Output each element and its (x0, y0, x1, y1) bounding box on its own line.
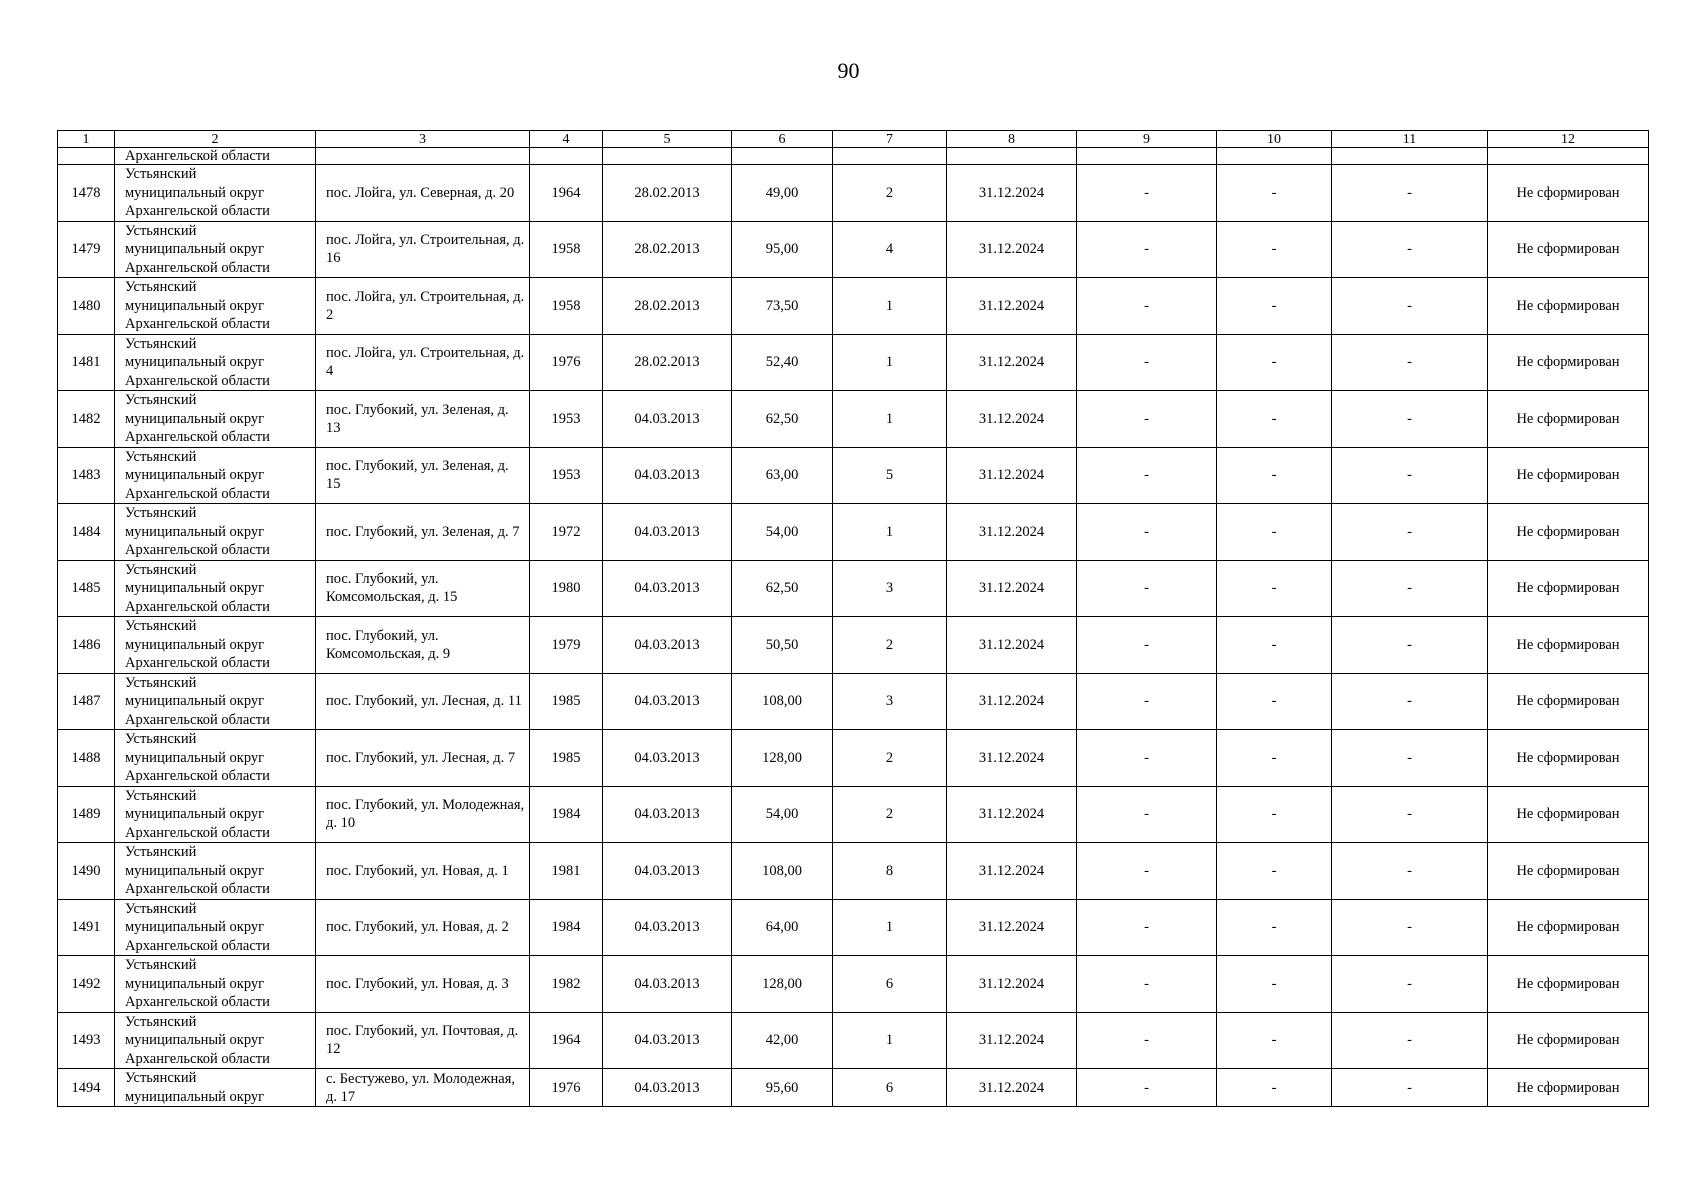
area-cell: 95,60 (732, 1069, 833, 1107)
column-number: 2 (115, 131, 316, 148)
column-9-cell: - (1077, 165, 1217, 222)
column-number: 7 (833, 131, 947, 148)
residents-count-cell: 1 (833, 504, 947, 561)
column-9-cell: - (1077, 786, 1217, 843)
area-cell: 95,00 (732, 221, 833, 278)
column-9-cell: - (1077, 617, 1217, 674)
column-10-cell: - (1217, 1012, 1332, 1069)
municipality-line: муниципальный округ (125, 975, 265, 992)
column-11-cell: - (1332, 1012, 1488, 1069)
column-number: 5 (603, 131, 732, 148)
recognition-date-cell: 04.03.2013 (603, 617, 732, 674)
column-9-cell: - (1077, 899, 1217, 956)
address-cell: пос. Глубокий, ул. Комсомольская, д. 15 (316, 560, 530, 617)
column-10-cell: - (1217, 278, 1332, 335)
recognition-date-cell: 28.02.2013 (603, 334, 732, 391)
year-built-cell: 1972 (530, 504, 603, 561)
recognition-date-cell: 04.03.2013 (603, 673, 732, 730)
column-9-cell: - (1077, 1069, 1217, 1107)
municipality-line: муниципальный округ (125, 1088, 265, 1105)
table-row (58, 278, 1649, 335)
row-number: 1490 (58, 843, 115, 900)
municipality-line: Архангельской области (125, 655, 270, 671)
row-number: 1494 (58, 1069, 115, 1107)
municipality-line: Устьянский (125, 1070, 197, 1086)
recognition-date-cell: 28.02.2013 (603, 221, 732, 278)
municipality-cell (115, 278, 316, 335)
column-10-cell: - (1217, 334, 1332, 391)
municipality-line: Архангельской области (125, 768, 270, 784)
row-number: 1493 (58, 1012, 115, 1069)
municipality-line: Архангельской области (125, 542, 270, 558)
municipality-line: Устьянский (125, 279, 197, 295)
status-cell: Не сформирован (1488, 278, 1649, 335)
address-cell: пос. Глубокий, ул. Зеленая, д. 7 (316, 504, 530, 561)
municipality-line: муниципальный округ (125, 806, 265, 822)
address-cell: пос. Глубокий, ул. Лесная, д. 7 (316, 730, 530, 787)
year-built-cell: 1979 (530, 617, 603, 674)
column-11-cell: - (1332, 504, 1488, 561)
resettlement-deadline-cell: 31.12.2024 (947, 786, 1077, 843)
column-9-cell: - (1077, 560, 1217, 617)
municipality-line: муниципальный округ (125, 523, 265, 540)
municipality-line: муниципальный округ (125, 297, 265, 314)
column-11-cell: - (1332, 278, 1488, 335)
resettlement-deadline-cell: 31.12.2024 (947, 843, 1077, 900)
table-row (58, 786, 1649, 843)
table-row (58, 165, 1649, 222)
residents-count-cell: 4 (833, 221, 947, 278)
column-11-cell: - (1332, 221, 1488, 278)
year-built-cell: 1985 (530, 673, 603, 730)
municipality-line: Архангельской области (125, 881, 270, 897)
residents-count-cell: 2 (833, 617, 947, 674)
column-10-cell: - (1217, 560, 1332, 617)
year-built-cell: 1985 (530, 730, 603, 787)
status-cell: Не сформирован (1488, 730, 1649, 787)
column-10-cell: - (1217, 786, 1332, 843)
resettlement-deadline-cell: 31.12.2024 (947, 391, 1077, 448)
recognition-date-cell: 04.03.2013 (603, 560, 732, 617)
column-11-cell: - (1332, 391, 1488, 448)
municipality-cell (115, 673, 316, 730)
column-number: 10 (1217, 131, 1332, 148)
column-10-cell: - (1217, 1069, 1332, 1107)
page-number: 90 (837, 58, 860, 83)
resettlement-deadline-cell: 31.12.2024 (947, 334, 1077, 391)
area-cell: 108,00 (732, 673, 833, 730)
address-cell: пос. Глубокий, ул. Зеленая, д. 15 (316, 447, 530, 504)
row-number: 1482 (58, 391, 115, 448)
year-built-cell: 1981 (530, 843, 603, 900)
residents-count-cell: 2 (833, 786, 947, 843)
status-cell: Не сформирован (1488, 899, 1649, 956)
column-11-cell: - (1332, 899, 1488, 956)
residents-count-cell: 1 (833, 334, 947, 391)
municipality-line: Устьянский (125, 957, 197, 973)
address-cell: пос. Глубокий, ул. Новая, д. 3 (316, 956, 530, 1013)
column-number: 11 (1332, 131, 1488, 148)
resettlement-deadline-cell: 31.12.2024 (947, 504, 1077, 561)
status-cell: Не сформирован (1488, 956, 1649, 1013)
address-cell: пос. Глубокий, ул. Новая, д. 1 (316, 843, 530, 900)
column-11-cell: - (1332, 843, 1488, 900)
status-cell: Не сформирован (1488, 1069, 1649, 1107)
continuation-row (58, 148, 1649, 165)
area-cell: 128,00 (732, 730, 833, 787)
area-cell: 63,00 (732, 447, 833, 504)
area-cell: 64,00 (732, 899, 833, 956)
year-built-cell: 1964 (530, 165, 603, 222)
residents-count-cell: 3 (833, 673, 947, 730)
municipality-line: Архангельской области (125, 316, 270, 332)
area-cell: 62,50 (732, 560, 833, 617)
column-10-cell: - (1217, 673, 1332, 730)
municipality-cell (115, 956, 316, 1013)
table-row (58, 956, 1649, 1013)
address-cell: пос. Лойга, ул. Строительная, д. 4 (316, 334, 530, 391)
table-body (58, 131, 1649, 1107)
status-cell: Не сформирован (1488, 1012, 1649, 1069)
municipality-line: Архангельской области (125, 485, 270, 502)
municipality-line: муниципальный округ (125, 636, 265, 653)
municipality-line: муниципальный округ (125, 580, 265, 596)
municipality-cell (115, 843, 316, 900)
status-cell: Не сформирован (1488, 504, 1649, 561)
recognition-date-cell: 04.03.2013 (603, 504, 732, 561)
status-cell: Не сформирован (1488, 673, 1649, 730)
column-11-cell: - (1332, 956, 1488, 1013)
municipality-cell (115, 334, 316, 391)
column-number: 12 (1488, 131, 1649, 148)
row-number: 1481 (58, 334, 115, 391)
year-built-cell: 1982 (530, 956, 603, 1013)
row-number: 1480 (58, 278, 115, 335)
municipality-line: Архангельской области (125, 937, 270, 954)
row-number: 1489 (58, 786, 115, 843)
column-9-cell: - (1077, 447, 1217, 504)
recognition-date-cell: 04.03.2013 (603, 1012, 732, 1069)
column-number: 6 (732, 131, 833, 148)
municipality-line: Устьянский (125, 505, 197, 521)
resettlement-deadline-cell: 31.12.2024 (947, 165, 1077, 222)
column-11-cell: - (1332, 560, 1488, 617)
residents-count-cell: 2 (833, 165, 947, 222)
address-cell: пос. Лойга, ул. Строительная, д. 16 (316, 221, 530, 278)
column-11-cell: - (1332, 786, 1488, 843)
recognition-date-cell: 28.02.2013 (603, 165, 732, 222)
address-cell: пос. Лойга, ул. Строительная, д. 2 (316, 278, 530, 335)
address-cell: с. Бестужево, ул. Молодежная, д. 17 (316, 1069, 530, 1107)
municipality-line: Архангельской области (125, 203, 270, 219)
municipality-cell (115, 447, 316, 504)
area-cell: 50,50 (732, 617, 833, 674)
column-11-cell: - (1332, 730, 1488, 787)
year-built-cell: 1958 (530, 278, 603, 335)
recognition-date-cell: 04.03.2013 (603, 447, 732, 504)
year-built-cell: 1976 (530, 334, 603, 391)
municipality-line: муниципальный округ (125, 693, 265, 709)
year-built-cell: 1958 (530, 221, 603, 278)
address-cell: пос. Лойга, ул. Северная, д. 20 (316, 165, 530, 222)
row-number: 1478 (58, 165, 115, 222)
municipality-line: Архангельской области (125, 429, 270, 445)
column-10-cell: - (1217, 730, 1332, 787)
column-number: 9 (1077, 131, 1217, 148)
year-built-cell: 1953 (530, 391, 603, 448)
municipality-line: Устьянский (125, 787, 197, 804)
column-9-cell: - (1077, 730, 1217, 787)
address-cell: пос. Глубокий, ул. Молодежная, д. 10 (316, 786, 530, 843)
residents-count-cell: 2 (833, 730, 947, 787)
column-10-cell: - (1217, 221, 1332, 278)
municipality-line: Устьянский (125, 844, 197, 860)
year-built-cell: 1953 (530, 447, 603, 504)
status-cell: Не сформирован (1488, 447, 1649, 504)
status-cell: Не сформирован (1488, 843, 1649, 900)
status-cell: Не сформирован (1488, 786, 1649, 843)
municipality-line: муниципальный округ (125, 862, 265, 879)
row-number: 1487 (58, 673, 115, 730)
address-cell: пос. Глубокий, ул. Комсомольская, д. 9 (316, 617, 530, 674)
municipality-line: Архангельской области (125, 1050, 270, 1067)
table-row (58, 504, 1649, 561)
status-cell: Не сформирован (1488, 391, 1649, 448)
municipality-line: Устьянский (125, 166, 197, 182)
column-9-cell: - (1077, 843, 1217, 900)
municipality-line: муниципальный округ (125, 467, 265, 483)
area-cell: 54,00 (732, 504, 833, 561)
column-10-cell: - (1217, 899, 1332, 956)
municipality-line: Архангельской области (125, 994, 270, 1010)
column-10-cell: - (1217, 504, 1332, 561)
column-11-cell: - (1332, 447, 1488, 504)
residents-count-cell: 1 (833, 1012, 947, 1069)
status-cell: Не сформирован (1488, 334, 1649, 391)
municipality-line: муниципальный округ (125, 1032, 265, 1048)
table-row (58, 673, 1649, 730)
row-number: 1491 (58, 899, 115, 956)
year-built-cell: 1984 (530, 786, 603, 843)
column-9-cell: - (1077, 278, 1217, 335)
municipality-cell (115, 1012, 316, 1069)
municipality-line: Устьянский (125, 222, 197, 239)
column-number: 3 (316, 131, 530, 148)
municipality-cell (115, 899, 316, 956)
resettlement-deadline-cell: 31.12.2024 (947, 730, 1077, 787)
column-11-cell: - (1332, 334, 1488, 391)
municipality-line: Устьянский (125, 448, 197, 465)
column-9-cell: - (1077, 956, 1217, 1013)
column-number: 1 (58, 131, 115, 148)
column-10-cell: - (1217, 391, 1332, 448)
recognition-date-cell: 28.02.2013 (603, 278, 732, 335)
year-built-cell: 1984 (530, 899, 603, 956)
resettlement-deadline-cell: 31.12.2024 (947, 1069, 1077, 1107)
year-built-cell: 1964 (530, 1012, 603, 1069)
municipality-line: муниципальный округ (125, 919, 265, 935)
year-built-cell: 1976 (530, 1069, 603, 1107)
municipality-line: муниципальный округ (125, 184, 265, 201)
municipality-line: Архангельской области (125, 259, 270, 276)
address-cell: пос. Глубокий, ул. Новая, д. 2 (316, 899, 530, 956)
table-row (58, 843, 1649, 900)
municipality-line: Устьянский (125, 618, 197, 634)
address-cell: пос. Глубокий, ул. Почтовая, д. 12 (316, 1012, 530, 1069)
column-11-cell: - (1332, 165, 1488, 222)
municipality-line: Архангельской области (125, 372, 270, 389)
column-9-cell: - (1077, 221, 1217, 278)
municipality-line: Архангельской области (125, 598, 270, 615)
area-cell: 62,50 (732, 391, 833, 448)
recognition-date-cell: 04.03.2013 (603, 730, 732, 787)
continuation-text: Архангельской области (115, 148, 316, 165)
municipality-cell (115, 730, 316, 787)
municipality-cell (115, 504, 316, 561)
municipality-cell (115, 786, 316, 843)
municipality-cell (115, 617, 316, 674)
area-cell: 73,50 (732, 278, 833, 335)
row-number: 1483 (58, 447, 115, 504)
residents-count-cell: 6 (833, 1069, 947, 1107)
municipality-cell (115, 560, 316, 617)
column-number-row (58, 131, 1649, 148)
table-row (58, 560, 1649, 617)
table-row (58, 334, 1649, 391)
column-10-cell: - (1217, 617, 1332, 674)
row-number: 1479 (58, 221, 115, 278)
resettlement-deadline-cell: 31.12.2024 (947, 560, 1077, 617)
municipality-line: муниципальный округ (125, 749, 265, 766)
area-cell: 52,40 (732, 334, 833, 391)
municipality-line: Устьянский (125, 731, 197, 747)
status-cell: Не сформирован (1488, 221, 1649, 278)
resettlement-deadline-cell: 31.12.2024 (947, 278, 1077, 335)
row-number: 1485 (58, 560, 115, 617)
column-11-cell: - (1332, 673, 1488, 730)
recognition-date-cell: 04.03.2013 (603, 956, 732, 1013)
recognition-date-cell: 04.03.2013 (603, 391, 732, 448)
address-cell: пос. Глубокий, ул. Зеленая, д. 13 (316, 391, 530, 448)
municipality-line: Устьянский (125, 900, 197, 917)
column-11-cell: - (1332, 617, 1488, 674)
municipality-line: Устьянский (125, 674, 197, 691)
area-cell: 49,00 (732, 165, 833, 222)
resettlement-deadline-cell: 31.12.2024 (947, 673, 1077, 730)
column-10-cell: - (1217, 447, 1332, 504)
table-row (58, 447, 1649, 504)
table-row (58, 391, 1649, 448)
column-9-cell: - (1077, 504, 1217, 561)
residents-count-cell: 3 (833, 560, 947, 617)
column-10-cell: - (1217, 956, 1332, 1013)
column-9-cell: - (1077, 391, 1217, 448)
recognition-date-cell: 04.03.2013 (603, 899, 732, 956)
municipality-cell (115, 165, 316, 222)
table-row (58, 730, 1649, 787)
recognition-date-cell: 04.03.2013 (603, 786, 732, 843)
residents-count-cell: 1 (833, 899, 947, 956)
status-cell: Не сформирован (1488, 560, 1649, 617)
area-cell: 128,00 (732, 956, 833, 1013)
resettlement-deadline-cell: 31.12.2024 (947, 899, 1077, 956)
resettlement-deadline-cell: 31.12.2024 (947, 617, 1077, 674)
address-cell: пос. Глубокий, ул. Лесная, д. 11 (316, 673, 530, 730)
column-9-cell: - (1077, 334, 1217, 391)
table-row (58, 1069, 1649, 1107)
table-row (58, 617, 1649, 674)
area-cell: 108,00 (732, 843, 833, 900)
municipality-line: Архангельской области (125, 711, 270, 728)
area-cell: 54,00 (732, 786, 833, 843)
row-number: 1484 (58, 504, 115, 561)
municipality-line: Устьянский (125, 1013, 197, 1030)
column-10-cell: - (1217, 165, 1332, 222)
recognition-date-cell: 04.03.2013 (603, 843, 732, 900)
municipality-line: Устьянский (125, 392, 197, 408)
row-number: 1488 (58, 730, 115, 787)
resettlement-deadline-cell: 31.12.2024 (947, 447, 1077, 504)
column-10-cell: - (1217, 843, 1332, 900)
municipality-cell (115, 1069, 316, 1107)
column-11-cell: - (1332, 1069, 1488, 1107)
table-row (58, 221, 1649, 278)
year-built-cell: 1980 (530, 560, 603, 617)
municipality-line: Устьянский (125, 561, 197, 578)
resettlement-deadline-cell: 31.12.2024 (947, 1012, 1077, 1069)
municipality-cell (115, 221, 316, 278)
area-cell: 42,00 (732, 1012, 833, 1069)
column-9-cell: - (1077, 1012, 1217, 1069)
municipality-cell (115, 391, 316, 448)
residents-count-cell: 8 (833, 843, 947, 900)
row-number: 1486 (58, 617, 115, 674)
residents-count-cell: 6 (833, 956, 947, 1013)
table-row (58, 899, 1649, 956)
municipality-line: Устьянский (125, 335, 197, 352)
residents-count-cell: 1 (833, 278, 947, 335)
housing-registry-table (57, 130, 1649, 1107)
resettlement-deadline-cell: 31.12.2024 (947, 956, 1077, 1013)
row-number: 1492 (58, 956, 115, 1013)
table-row (58, 1012, 1649, 1069)
residents-count-cell: 5 (833, 447, 947, 504)
municipality-line: муниципальный округ (125, 241, 265, 257)
municipality-line: Архангельской области (125, 824, 270, 841)
resettlement-deadline-cell: 31.12.2024 (947, 221, 1077, 278)
municipality-line: муниципальный округ (125, 410, 265, 427)
column-number: 8 (947, 131, 1077, 148)
status-cell: Не сформирован (1488, 617, 1649, 674)
municipality-line: муниципальный округ (125, 354, 265, 370)
column-number: 4 (530, 131, 603, 148)
residents-count-cell: 1 (833, 391, 947, 448)
status-cell: Не сформирован (1488, 165, 1649, 222)
recognition-date-cell: 04.03.2013 (603, 1069, 732, 1107)
column-9-cell: - (1077, 673, 1217, 730)
